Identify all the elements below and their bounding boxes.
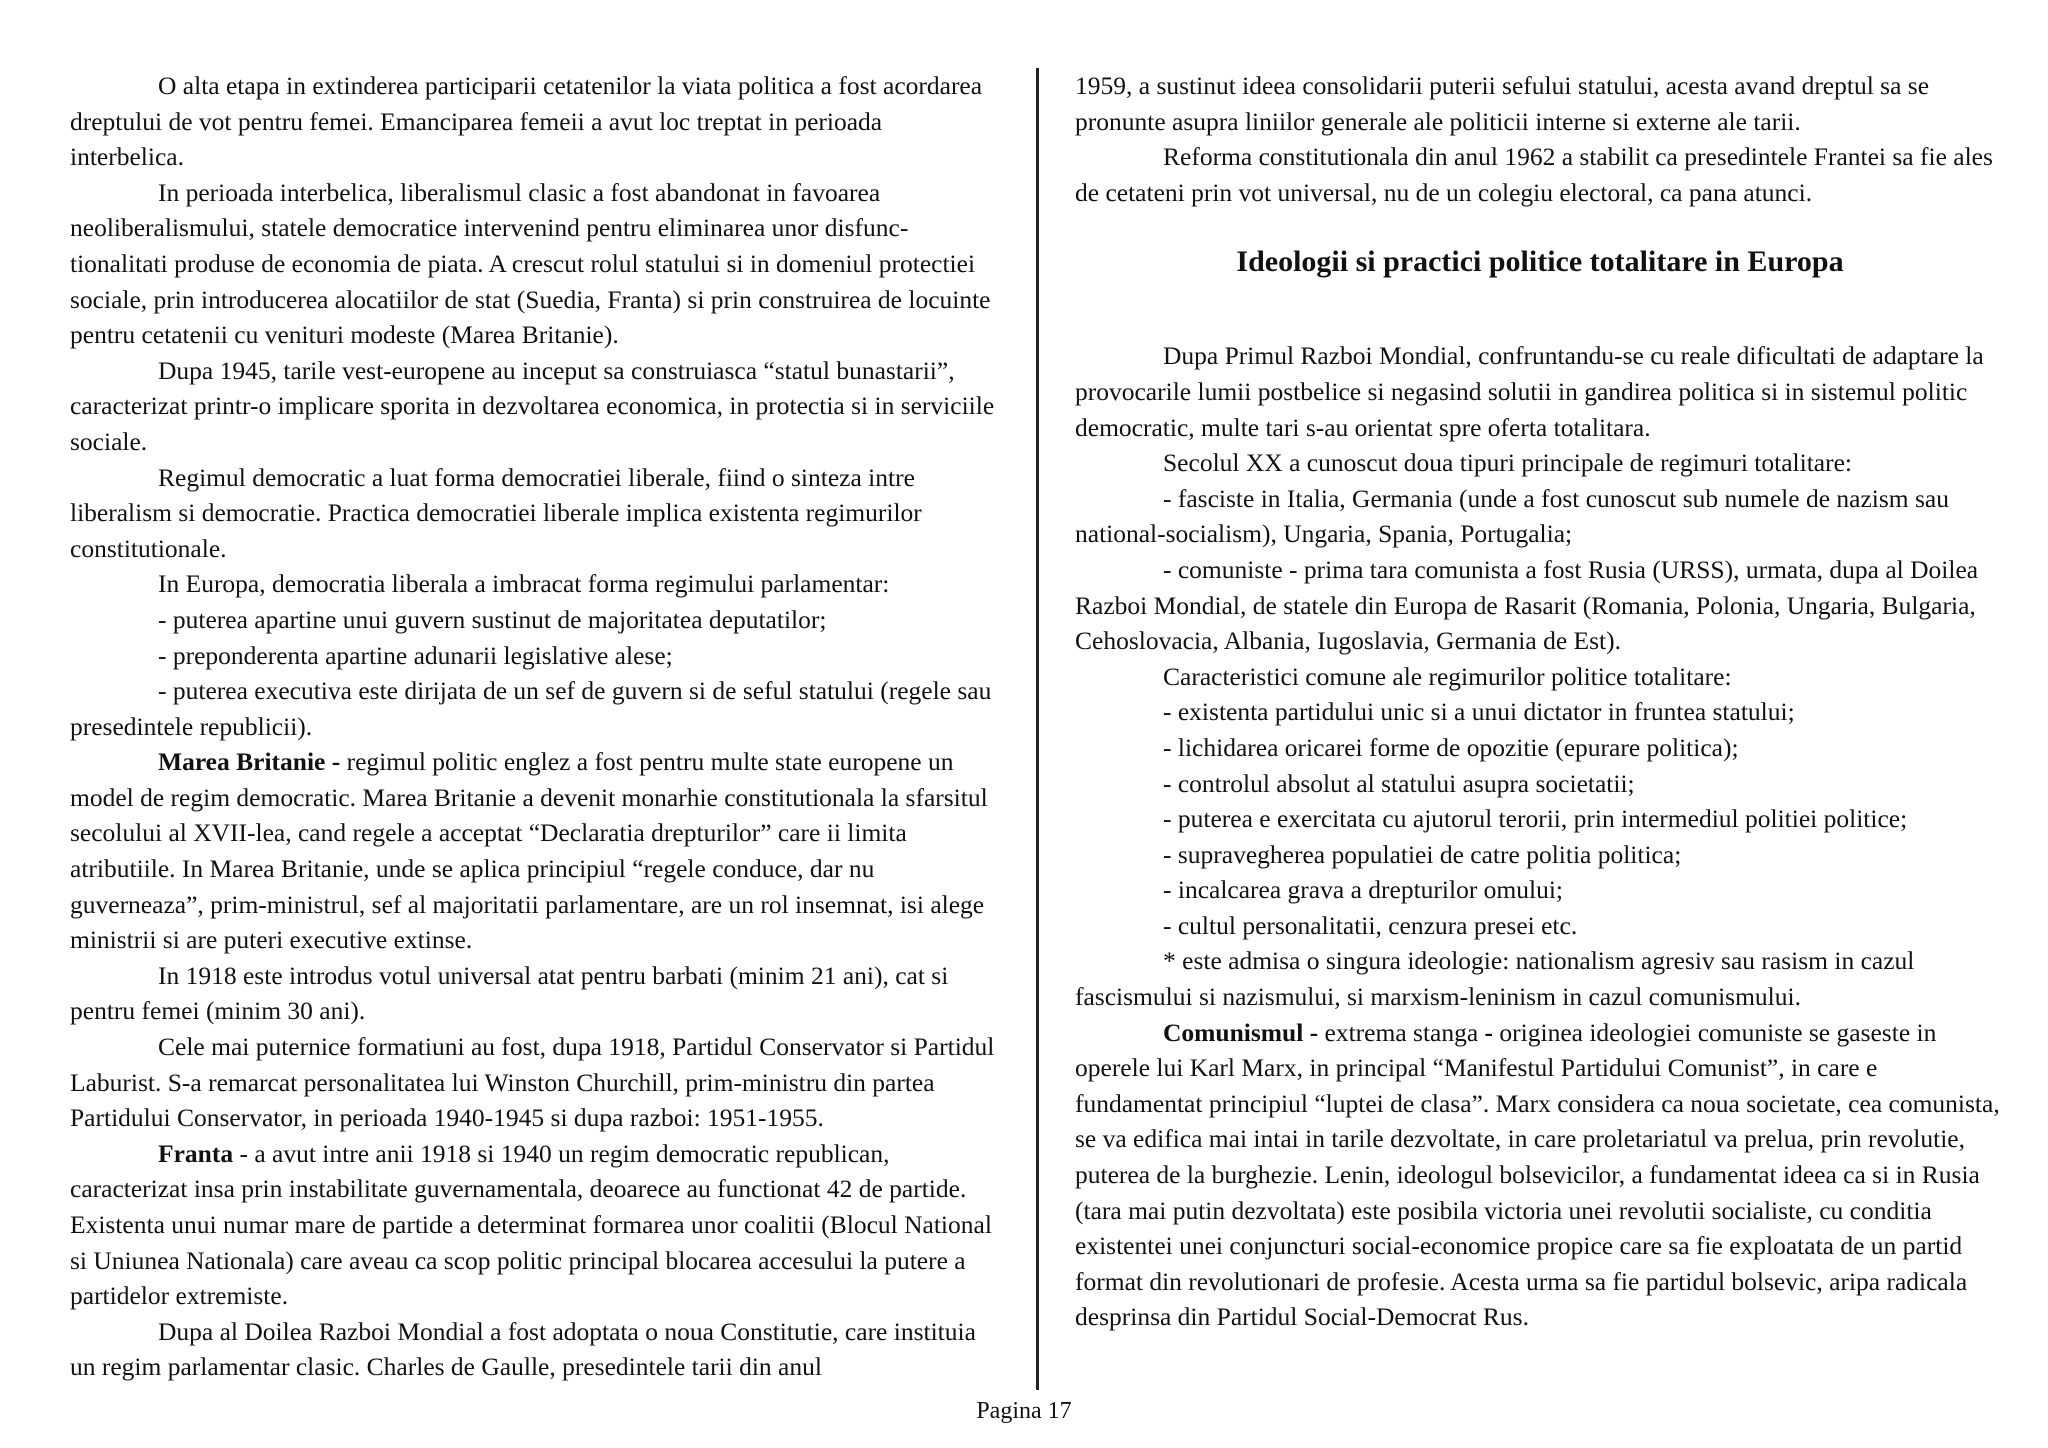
page-number: Pagina 17 [976,1398,1072,1424]
paragraph-text: - a avut intre anii 1918 si 1940 un regim democratic republican, caracterizat insa prin instabilitate guvernamentala, deoarece au functionat 42 de partide. Existenta unui numar mare de partide a determinat formarea unor coalitii (Blocul National si Uniunea Nationala) care aveau ca scop politic principal blocarea accesului la putere a partidelor extremiste. [70,1138,992,1311]
right-column [1075,68,2005,1335]
paragraph: In Europa, democratia liberala a imbracat forma regimului parlamentar: [158,569,890,599]
list-item: - puterea e exercitata cu ajutorul terorii, prin intermediul politiei politice; [1163,804,1908,834]
list-item: - controlul absolut al statului asupra societatii; [1163,768,1635,798]
paragraph-text: extrema stanga [1324,1017,1479,1047]
paragraph: * este admisa o singura ideologie: nationalism agresiv sau rasism in cazul fascismului si nazismului, si marxism-leninism in cazul comunismului. [1075,946,1915,1012]
list-item: - cultul personalitatii, cenzura presei etc. [1163,910,1578,940]
paragraph-text: originea ideologiei comuniste se gaseste in operele lui Karl Marx, in principal “Manifestul Partidului Comunist”, in care e fundamentat principiul “luptei de clasa”. Marx considera ca noua societate, cea comunista, se va edifica mai intai in tarile dezvoltate, in care proletariatul va prelua, prin revolutie, puterea de la burghezie. Lenin, ideologul bolsevicilor, a fundamentat ideea ca si in Rusia (tara mai putin dezvoltata) este posibila victoria unei revolutii socialiste, cu conditia existentei unei conjuncturi social-economice propice care sa fie exploatata de un partid format din revolutionari de profesie. Acesta urma sa fie partidul bolsevic, aripa radicala desprinsa din Partidul Social-Democrat Rus. [1075,1017,2000,1332]
paragraph: In 1918 este introdus votul universal atat pentru barbati (minim 21 ani), cat si pentru femei (minim 30 ani). [70,960,949,1026]
paragraph: 1959, a sustinut ideea consolidarii puterii sefului statului, acesta avand dreptul sa se pronunte asupra liniilor generale ale politicii interne si externe ale tarii. [1075,71,1930,136]
left-column [70,68,1000,1385]
paragraph-marea-britanie [70,744,1000,958]
paragraph: - fasciste in Italia, Germania (unde a fost cunoscut sub numele de nazism sau national-socialism), Ungaria, Spania, Portugalia; [1075,483,1949,549]
paragraph-franta [70,1136,1000,1314]
paragraph-comunismul [1075,1015,2005,1335]
paragraph: O alta etapa in extinderea participarii cetatenilor la viata politica a fost acordarea dreptului de vot pentru femei. Emanciparea femeii a avut loc treptat in perioada interbelica. [70,71,983,172]
list-item: - puterea apartine unui guvern sustinut de majoritatea deputatilor; [158,604,827,634]
paragraph: Dupa al Doilea Razboi Mondial a fost adoptata o noua Constitutie, care instituia un regim parlamentar clasic. Charles de Gaulle, presedintele tarii din anul [70,1316,976,1382]
list-item: - supravegherea populatiei de catre politia politica; [1163,839,1682,869]
paragraph: Regimul democratic a luat forma democratiei liberale, fiind o sinteza intre liberalism si democratie. Practica democratiei liberale implica existenta regimurilor constitutionale. [70,462,922,563]
paragraph: In perioada interbelica, liberalismul clasic a fost abandonat in favoarea neoliberalismului, statele democratice intervenind pentru eliminarea unor disfunc-tionalitati produse de economia de piata. A crescut rolul statului si in domeniul protectiei sociale, prin introducerea alocatiilor de stat (Suedia, Franta) si prin construirea de locuinte pentru cetatenii cu venituri modeste (Marea Britanie). [70,177,991,350]
paragraph: Cele mai puternice formatiuni au fost, dupa 1918, Partidul Conservator si Partidul Laburist. S-a remarcat personalitatea lui Winston Churchill, prim-ministru din partea Partidului Conservator, in perioada 1940-1945 si dupa razboi: 1951-1955. [70,1032,995,1133]
paragraph: Reforma constitutionala din anul 1962 a stabilit ca presedintele Frantei sa fie ales de cetateni prin vot universal, nu de un colegiu electoral, ca pana atunci. [1075,142,1993,207]
paragraph: - puterea executiva este dirijata de un sef de guvern si de seful statului (regele sau presedintele republicii). [70,676,992,741]
list-item: - preponderenta apartine adunarii legislative alese; [158,640,673,670]
list-item: - existenta partidului unic si a unui dictator in fruntea statului; [1163,697,1795,727]
bold-term: Comunismul - [1163,1017,1325,1047]
paragraph: - comuniste - prima tara comunista a fost Rusia (URSS), urmata, dupa al Doilea Razboi Mondial, de statele din Europa de Rasarit (Romania, Polonia, Ungaria, Bulgaria, Cehoslovacia, Albania, Iugoslavia, Germania de Est). [1075,554,1979,656]
paragraph-text: regimul politic englez a fost pentru multe state europene un model de regim democratic. Marea Britanie a devenit monarhie constitutionala la sfarsitul secolului al XVII-lea, cand regele a acceptat “Declaratia drepturilor” care ii limita atributiile. In Marea Britanie, unde se aplica principiul “regele conduce, dar nu guverneaza”, prim-ministrul, sef al majoritatii parlamentare, are un rol insemnat, isi alege ministrii si are puteri executive extinse. [70,747,988,955]
list-item: - incalcarea grava a drepturilor omului; [1163,875,1564,905]
paragraph: Secolul XX a cunoscut doua tipuri principale de regimuri totalitare: [1163,448,1852,478]
bold-term: Franta [158,1138,234,1168]
list-item: - lichidarea oricarei forme de opozitie (epurare politica); [1163,732,1739,762]
paragraph: Dupa 1945, tarile vest-europene au inceput sa construiasca “statul bunastarii”, caracterizat printr-o implicare sporita in dezvoltarea economica, in protectia si in serviciile sociale. [70,355,995,456]
paragraph: Caracteristici comune ale regimurilor politice totalitare: [1163,661,1732,691]
paragraph: Dupa Primul Razboi Mondial, confruntandu-se cu reale dificultati de adaptare la provocarile lumii postbelice si negasind solutii in gandirea politica si in sistemul politic democratic, multe tari s-au orientat spre oferta totalitara. [1075,341,1984,442]
section-title: Ideologii si practici politice totalitare in Europa [1236,245,1844,279]
column-divider [1036,68,1039,1390]
bold-dash: - [1478,1017,1500,1047]
bold-term: Marea Britanie - [158,747,341,777]
